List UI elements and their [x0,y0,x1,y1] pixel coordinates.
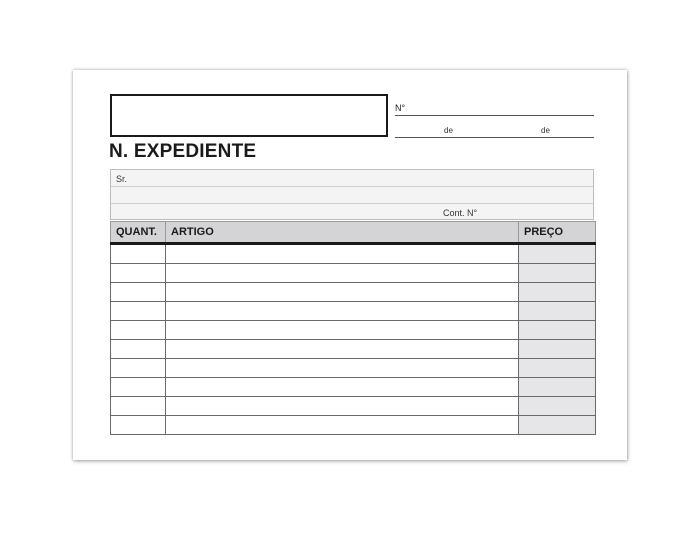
table-row [111,321,596,340]
invoice-form-sheet [73,70,627,460]
price-header: PREÇO [519,222,596,244]
article-cell[interactable] [166,283,519,302]
quantity-cell[interactable] [111,397,166,416]
table-row [111,244,596,264]
price-cell[interactable] [519,397,596,416]
quantity-cell[interactable] [111,340,166,359]
price-cell[interactable] [519,302,596,321]
form-title: N. EXPEDIENTE [109,141,257,162]
article-cell[interactable] [166,416,519,435]
quantity-cell[interactable] [111,283,166,302]
price-cell[interactable] [519,359,596,378]
article-cell[interactable] [166,321,519,340]
price-cell[interactable] [519,264,596,283]
number-field-line[interactable] [395,115,594,116]
table-header-row [111,222,596,244]
table-row [111,302,596,321]
article-header: ARTIGO [166,222,519,244]
table-row [111,340,596,359]
quantity-cell[interactable] [111,416,166,435]
price-cell[interactable] [519,283,596,302]
client-info-box[interactable] [110,169,594,220]
article-cell[interactable] [166,359,519,378]
client-row-divider [111,203,593,204]
table-row [111,397,596,416]
contributor-number-label: Cont. N° [443,208,478,218]
date-separator-1: de [444,126,453,135]
quantity-cell[interactable] [111,302,166,321]
client-row-divider [111,186,593,187]
items-table-body [111,244,596,435]
price-cell[interactable] [519,416,596,435]
client-name-label: Sr. [116,174,128,184]
article-cell[interactable] [166,340,519,359]
quantity-cell[interactable] [111,264,166,283]
price-cell[interactable] [519,321,596,340]
price-cell[interactable] [519,340,596,359]
table-row [111,378,596,397]
items-table [110,221,596,435]
article-cell[interactable] [166,378,519,397]
article-cell[interactable] [166,244,519,264]
quantity-cell[interactable] [111,321,166,340]
quantity-cell[interactable] [111,378,166,397]
article-cell[interactable] [166,302,519,321]
quantity-header: QUANT. [111,222,166,244]
price-cell[interactable] [519,244,596,264]
quantity-cell[interactable] [111,244,166,264]
table-row [111,416,596,435]
date-separator-2: de [541,126,550,135]
number-label: N° [395,103,406,113]
company-logo-box [110,94,388,137]
price-cell[interactable] [519,378,596,397]
table-row [111,359,596,378]
article-cell[interactable] [166,264,519,283]
quantity-cell[interactable] [111,359,166,378]
table-row [111,264,596,283]
article-cell[interactable] [166,397,519,416]
table-row [111,283,596,302]
date-field-line[interactable] [395,137,594,138]
